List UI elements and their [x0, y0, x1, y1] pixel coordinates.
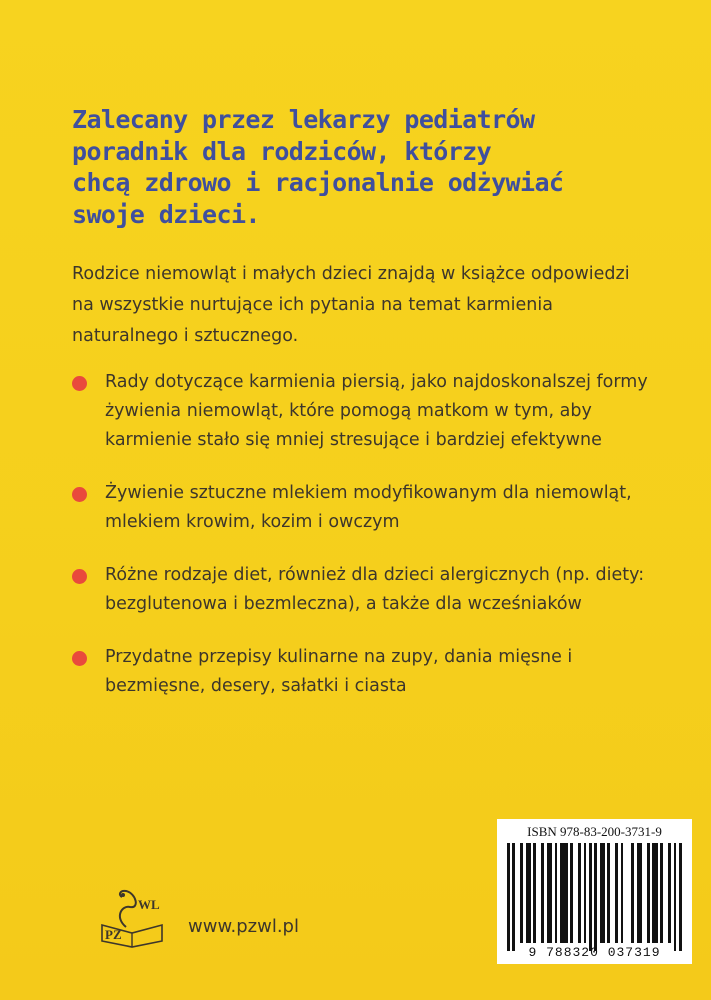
svg-text:PZ: PZ [105, 927, 122, 942]
headline-line: chcą zdrowo i racjonalnie odżywiać [72, 168, 564, 197]
feature-text: Rady dotyczące karmienia piersią, jako najdoskonalszej formy żywienia niemowląt, które pomogą matkom w tym, aby karmienie stało się mniej stresujące i bardziej efektywne [105, 372, 648, 450]
barcode-space [623, 843, 631, 943]
bullet-dot-icon [72, 651, 87, 666]
bullet-dot-icon [72, 487, 87, 502]
intro-paragraph: Rodzice niemowląt i małych dzieci znajdą w książce odpowiedzi na wszystkie nurtujące ich pytania na temat karmienia naturalnego i sztucznego. [72, 264, 630, 346]
headline-line: poradnik dla rodziców, którzy [72, 136, 492, 166]
headline-line: Zalecany przez lekarzy pediatrów [72, 105, 535, 134]
barcode-icon [507, 843, 682, 943]
isbn-barcode-block [497, 819, 692, 964]
feature-item [72, 479, 672, 537]
barcode-bar [679, 843, 682, 951]
feature-list [72, 368, 672, 701]
feature-text: Żywienie sztuczne mlekiem modyfikowanym dla niemowląt, mlekiem krowim, kozim i owczym [105, 483, 632, 532]
pzwl-logo-graphic [96, 883, 170, 949]
feature-item [72, 368, 672, 455]
publisher-website-link[interactable]: www.pzwl.pl [188, 916, 299, 937]
isbn-digits: 9 788320 037319 [528, 945, 661, 960]
isbn-label: ISBN 978-83-200-3731-9 [527, 824, 662, 839]
barcode-bar [560, 843, 568, 943]
headline [72, 104, 672, 230]
bullet-dot-icon [72, 569, 87, 584]
feature-item [72, 561, 672, 619]
publisher-logo-icon [96, 883, 170, 949]
svg-text:WL: WL [138, 897, 160, 912]
feature-text: Różne rodzaje diet, również dla dzieci alergicznych (np. diety: bezglutenowa i bezmleczna), a także dla wcześniaków [105, 565, 645, 614]
headline-line: swoje dzieci. [72, 199, 260, 229]
bullet-dot-icon [72, 376, 87, 391]
feature-text: Przydatne przepisy kulinarne na zupy, dania mięsne i bezmięsne, desery, sałatki i ciasta [105, 647, 573, 696]
feature-item [72, 643, 672, 701]
